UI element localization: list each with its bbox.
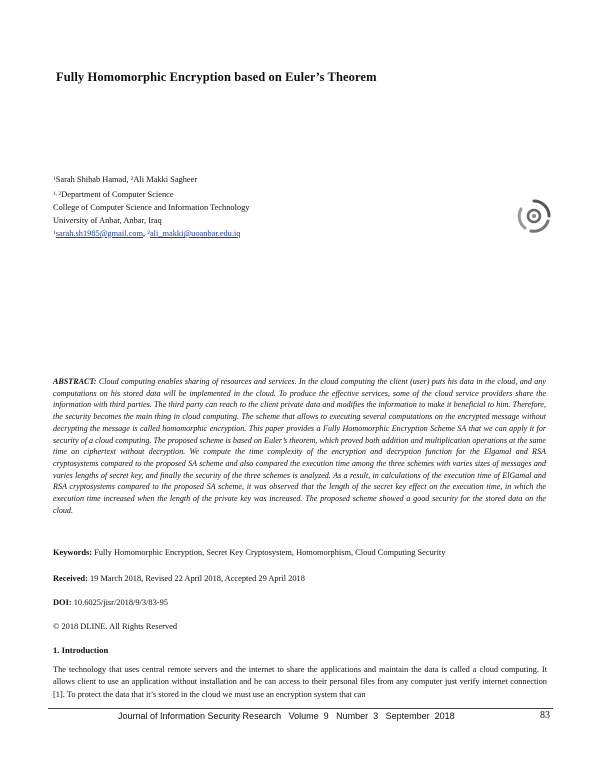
department: Department of Computer Science [61,190,174,199]
keywords-label: Keywords: [53,548,93,557]
college-line: College of Computer Science and Information Technology [53,203,250,212]
keywords [53,548,445,557]
abstract [53,376,546,516]
doi [53,598,168,607]
paper-title: Fully Homomorphic Encryption based on Euler’s Theorem [56,70,377,84]
email-2-link[interactable]: ali_makki@uoanbar.edu.iq [149,229,241,238]
author-1-name: Sarah Shihab Hamad, [55,175,131,184]
page-number: 83 [540,710,550,721]
doi-label: DOI: [53,598,72,607]
author-1-superscript: 1 [53,176,56,182]
author-2-name: Ali Makki Sagheer [133,175,198,184]
abstract-label: ABSTRACT: [53,377,97,386]
email-1-superscript: 1 [53,230,56,236]
received-label: Received: [53,574,88,583]
author-2-superscript: 2 [130,176,134,182]
email-1-link[interactable]: sarah.sh1985@gmail.com [55,229,144,238]
email-separator: , [143,229,148,238]
author-line [53,174,197,187]
department-line [53,189,174,202]
copyright: © 2018 DLINE. All Rights Reserved [53,622,178,631]
footer-divider [48,708,553,709]
journal-logo-icon [515,197,553,235]
introduction-heading: 1. Introduction [53,645,109,655]
university-line: University of Anbar, Anbar, Iraq [53,216,162,225]
received-text: 19 March 2018, Revised 22 April 2018, Accepted 29 April 2018 [87,574,305,583]
received-dates [53,574,305,583]
department-superscript: 1, 2 [53,191,62,197]
doi-text: 10.6025/jisr/2018/9/3/83-95 [71,598,168,607]
introduction-text: The technology that uses central remote servers and the internet to share the applications and maintain the data is called a cloud computing. It allows client to use an application without installation and he can access to their personal files from any computer just verify internet connection [1]. To protect the data that it’s stored in the cloud we must use an encryption system that can [53,665,547,699]
email-2-superscript: 2 [147,230,150,236]
abstract-text: Cloud computing enables sharing of resources and services. In the cloud computing the client (user) puts his data in the cloud, and any computations on his stored data will be implemented in the cloud. To produce the effective services, some of the cloud service providers share the information with third parties. The third party can reach to the client private data and modifies the information to make it beneficial to him. Therefore, the security becomes the main thing in cloud computing. The scheme that allows to executing several computations on the encrypted message without decrypting the message is called homomorphic encryption. This paper provides a Fully Homomorphic Encryption Scheme SA that we can apply it for security of a cloud computing. The proposed scheme is based on Euler’s theorem, which proved both addition and multiplication operations at the same time on ciphertext without decryption. We compute the time complexity of the encryption and decryption function for the Elgamal and RSA cryptosystems compared to the proposed SA scheme and also compared the execution time among the three schemes with varies sizes of messages and varies lengths of secret key, and finally the security of the three schemes is analyzed. As a result, in calculations of the execution time of ElGamal and RSA cryptosystems compared to the proposed SA scheme, it was observed that the length of the secret key effect on the execution time, in which the execution time increased when the length of the private key was increased. The proposed scheme showed a good security for the stored data on the cloud. [53,377,546,515]
email-line [53,228,240,241]
footer-journal-info: Journal of Information Security Research Volume 9 Number 3 September 2018 [118,711,455,721]
keywords-text: Fully Homomorphic Encryption, Secret Key Cryptosystem, Homomorphism, Cloud Computing Security [92,548,446,557]
